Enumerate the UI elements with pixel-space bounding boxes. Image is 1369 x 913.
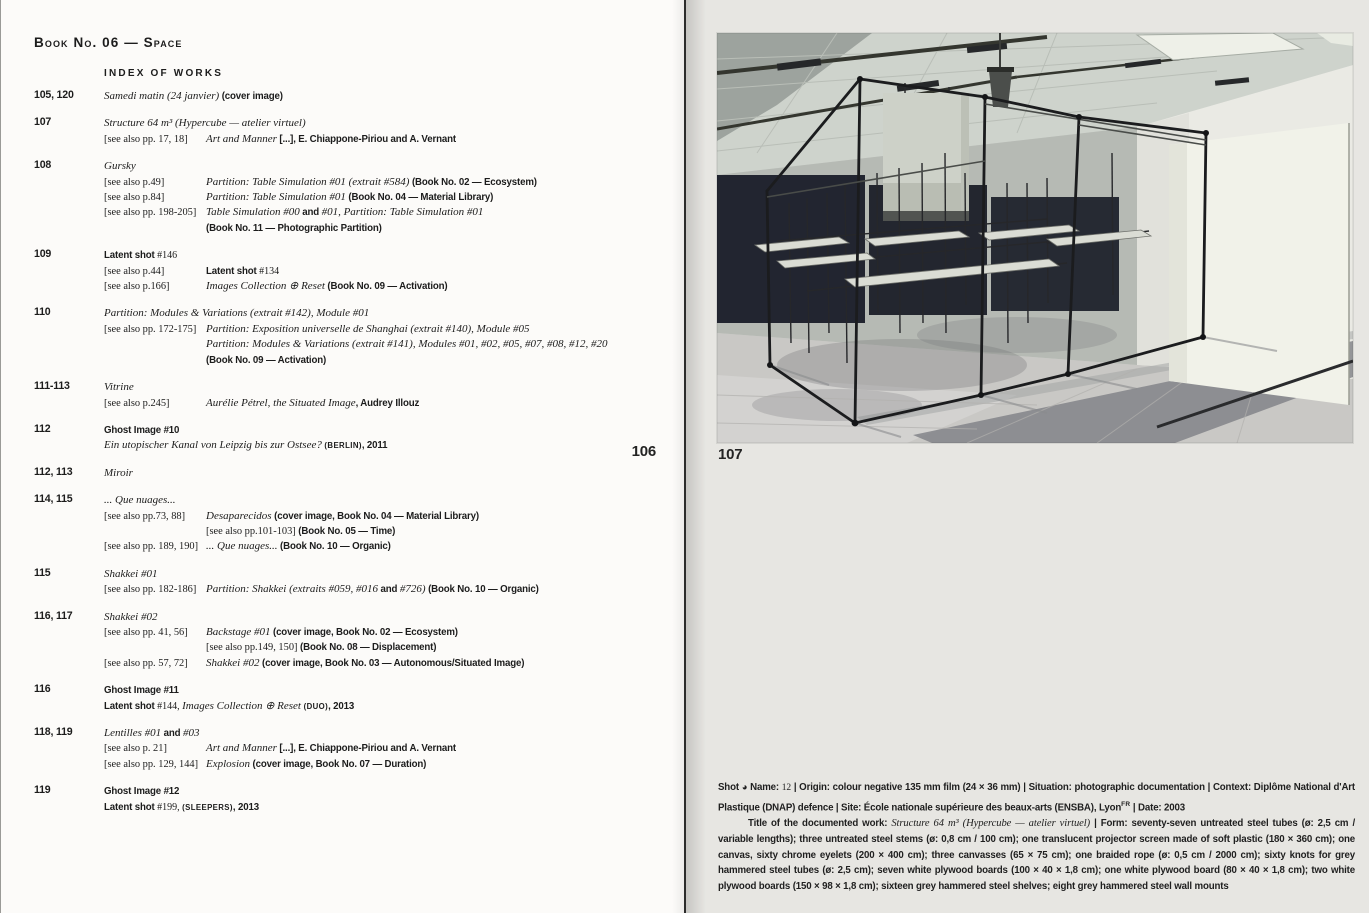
work-page-numbers: 114, 115 (34, 493, 73, 506)
text-segment: #03 (183, 727, 200, 739)
entry-line (104, 422, 674, 437)
entry-line (104, 465, 674, 480)
work-entry (104, 422, 674, 453)
entry-line (104, 508, 674, 523)
book-title: Book No. 06 — Space (34, 35, 183, 51)
entry-line (104, 437, 674, 452)
work-page-numbers: 105, 120 (34, 89, 74, 101)
see-also-reference: [see also p.49] (104, 176, 165, 188)
caption-paragraph (718, 780, 1355, 816)
work-page-numbers: 111-113 (34, 380, 70, 393)
text-segment: | Date: 2003 (1130, 802, 1185, 814)
work-entry (104, 379, 674, 410)
text-segment: Latent shot (104, 250, 158, 262)
installation-photo-drawing (717, 33, 1353, 443)
work-page-numbers: 115 (34, 566, 51, 579)
text-segment: Latent shot (206, 265, 260, 277)
entry-line (104, 655, 674, 670)
see-also-reference: [see also pp. 129, 144] (104, 758, 199, 770)
text-segment: (Book No. 09 — Activation) (324, 281, 448, 293)
entry-line (104, 783, 674, 798)
text-segment: [see also pp.101-103] (206, 525, 296, 537)
entry-line (104, 395, 674, 410)
entry-line (104, 131, 674, 146)
work-entry (104, 609, 674, 671)
see-also-reference: [see also pp. 172-175] (104, 323, 197, 335)
entry-line (104, 263, 674, 278)
entry-line (104, 725, 674, 740)
work-page-numbers: 110 (34, 306, 51, 319)
text-segment: and (299, 207, 322, 219)
text-segment: Images Collection ⊕ Reset (206, 280, 325, 293)
entry-line (104, 204, 674, 219)
text-segment: Shakkei #01 (104, 567, 158, 580)
entry-line (104, 115, 674, 130)
entry-line (104, 538, 674, 553)
text-segment: , 2011 (361, 440, 388, 452)
text-segment: (cover image, Book No. 07 — Duration) (250, 758, 427, 770)
leaning-canvas (1157, 123, 1353, 427)
text-segment: Ein utopischer Kanal von Leipzig bis zur Ostsee? (104, 439, 322, 452)
text-segment: Structure 64 m³ (Hypercube — atelier virtuel) (104, 117, 306, 130)
text-segment: Aurélie Pétrel, the Situated Image (206, 396, 356, 409)
work-page-numbers: 119 (34, 784, 51, 797)
text-segment: 12 (781, 783, 792, 793)
text-segment: Art and Manner (206, 132, 277, 145)
work-page-numbers: 118, 119 (34, 726, 73, 738)
caption-paragraph (718, 816, 1355, 895)
text-segment: Vitrine (104, 381, 134, 394)
index-row (34, 725, 674, 771)
text-segment: Title of the documented work: (748, 817, 892, 829)
text-segment: Partition: Modules & Variations (extrait #141), Modules #01, #02, #05, #07, #08, #12, #20 (206, 338, 608, 351)
index-row (34, 247, 674, 293)
work-entry (104, 566, 674, 597)
work-page-numbers: 108 (34, 159, 52, 172)
text-segment: (Book No. 05 — Time) (295, 525, 396, 537)
text-segment: Ghost Image #10 (104, 424, 180, 436)
text-segment: #134 (259, 265, 280, 277)
index-row (34, 566, 674, 597)
work-entry (104, 682, 674, 713)
text-segment: (cover image, Book No. 04 — Material Library) (271, 510, 479, 522)
left-page-number: 106 (631, 443, 656, 460)
text-segment: (BERLIN) (321, 441, 362, 451)
text-segment: | Origin: colour negative 135 mm film (24 × 36 mm) | Situation: photographic documentation | Context: Diplôme National d'Art Plastique (DNAP) defence | Site: École nationale supérieure des beaux-arts (ENSBA), Lyon (718, 782, 1355, 814)
see-also-reference: [see also p.84] (104, 192, 165, 204)
text-segment: ... Que nuages... (206, 540, 278, 553)
text-segment: , 2013 (232, 801, 259, 813)
entry-line (104, 624, 674, 639)
text-segment: Art and Manner (206, 742, 277, 755)
text-segment: Latent shot (104, 801, 158, 813)
index-row (34, 115, 674, 146)
text-segment: Table Simulation #00 (206, 206, 300, 219)
text-segment: Ghost Image #11 (104, 685, 179, 697)
work-entry (104, 88, 674, 103)
work-entry (104, 725, 674, 771)
text-segment: (Book No. 10 — Organic) (425, 584, 539, 596)
entry-line (104, 756, 674, 771)
text-segment: Samedi matin (24 janvier) (104, 90, 220, 102)
entry-line (104, 352, 674, 367)
text-segment: (cover image, Book No. 03 — Autonomous/Situated Image) (259, 657, 525, 669)
entry-line (104, 220, 674, 235)
see-also-reference: [see also pp. 198-205] (104, 207, 197, 219)
index-of-works-list (34, 88, 674, 826)
entry-line (104, 158, 674, 173)
work-page-numbers: 116 (34, 683, 51, 696)
work-page-numbers: 107 (34, 116, 52, 129)
see-also-reference: [see also p. 21] (104, 743, 167, 755)
text-segment: Gursky (104, 160, 136, 173)
text-segment: (Book No. 02 — Ecosystem) (409, 176, 537, 188)
entry-line (104, 698, 674, 713)
text-segment: Partition: Shakkei (extraits #059, #016 (206, 583, 378, 596)
installation-photo (717, 33, 1353, 443)
see-also-reference: [see also p.44] (104, 265, 165, 277)
text-segment: [see also pp.149, 150] (206, 642, 298, 654)
right-page-number: 107 (718, 446, 743, 463)
text-segment: and (161, 728, 183, 739)
plate-page (686, 0, 1369, 913)
text-segment: Explosion (206, 757, 250, 770)
work-entry (104, 783, 674, 814)
text-segment: Partition: Modules & Variations (extrait #142), Module #01 (104, 307, 370, 320)
index-row (34, 783, 674, 814)
index-row (34, 158, 674, 235)
entry-line (104, 174, 674, 189)
hanging-screen (883, 83, 969, 221)
text-segment: | Form: seventy-seven untreated steel tubes (ø: 2,5 cm / variable lengths); three untreated steel stems (ø: 0,8 cm / 100 cm); one translucent projector screen made of soft plastic (180 × 360 cm); one canvas, sixty chrome eyelets (200 × 400 cm); three canvasses (65 × 75 cm); one braided rope (ø: 0,5 cm / 2000 cm); sixty knots for grey hammered steel tubes (ø: 2,5 cm); seven white plywood boards (100 × 40 × 1,8 cm); one white plywood board (80 × 40 × 1,8 cm); two white plywood boards (150 × 98 × 1,8 cm); sixteen grey hammered steel shelves; eight grey hammered steel wall mounts (718, 817, 1355, 893)
entry-line (104, 682, 674, 697)
see-also-reference: [see also pp.73, 88] (104, 510, 186, 522)
text-segment: #144, (157, 700, 183, 712)
text-segment: Images Collection ⊕ Reset (182, 699, 301, 712)
index-row (34, 305, 674, 367)
see-also-reference: [see also pp. 189, 190] (104, 541, 199, 553)
work-entry (104, 492, 674, 554)
text-segment: Name: (747, 782, 782, 793)
text-segment: Partition: Table Simulation #01 (206, 191, 346, 204)
work-entry (104, 115, 674, 146)
see-also-reference: [see also pp. 17, 18] (104, 133, 188, 145)
see-also-reference: [see also pp. 41, 56] (104, 626, 188, 638)
entry-line (104, 379, 674, 394)
text-segment: Desaparecidos (206, 509, 272, 522)
entry-line (104, 566, 674, 581)
entry-line (104, 492, 674, 507)
index-row (34, 492, 674, 554)
entry-line (104, 799, 674, 814)
see-also-reference: [see also p.166] (104, 281, 170, 293)
text-segment: (DUO) (301, 701, 329, 711)
text-segment: (Book No. 04 — Material Library) (345, 192, 494, 204)
see-also-reference: [see also pp. 182-186] (104, 584, 197, 596)
entry-line (104, 523, 674, 538)
index-row (34, 422, 674, 453)
text-segment: Shakkei #02 (104, 610, 158, 623)
text-segment: (Book No. 08 — Displacement) (297, 642, 437, 654)
work-entry (104, 305, 674, 367)
entry-line (104, 639, 674, 654)
text-segment: , Audrey Illouz (355, 397, 420, 409)
index-row (34, 609, 674, 671)
text-segment: Backstage #01 (206, 625, 271, 638)
text-segment: and (378, 584, 400, 596)
index-row (34, 379, 674, 410)
entry-line (104, 609, 674, 624)
work-entry (104, 247, 674, 293)
text-segment: , 2013 (328, 700, 355, 712)
index-row (34, 88, 674, 103)
text-segment: (cover image) (219, 91, 283, 102)
text-segment: #146 (157, 250, 178, 262)
entry-line (104, 740, 674, 755)
entry-line (104, 336, 674, 351)
entry-line (104, 189, 674, 204)
text-segment: (Book No. 11 — Photographic Partition) (206, 222, 382, 234)
text-segment: (cover image, Book No. 02 — Ecosystem) (270, 626, 458, 638)
entry-line (104, 305, 674, 320)
index-row (34, 682, 674, 713)
work-page-numbers: 109 (34, 248, 52, 261)
text-segment: Structure 64 m³ (Hypercube — atelier virtuel) (891, 817, 1091, 829)
text-segment: (Book No. 10 — Organic) (277, 541, 391, 553)
text-segment: #01, Partition: Table Simulation #01 (321, 206, 484, 219)
text-segment: [...], E. Chiappone-Piriou and A. Vernant (276, 743, 456, 755)
entry-line (104, 581, 674, 596)
text-segment: #199, (157, 801, 183, 813)
text-segment: Lentilles #01 (104, 727, 162, 739)
text-segment: [...], E. Chiappone-Piriou and A. Vernant (276, 133, 456, 145)
text-segment: Partition: Table Simulation #01 (extrait #584) (206, 175, 410, 188)
text-segment: (Book No. 09 — Activation) (206, 354, 327, 366)
work-page-numbers: 112 (34, 422, 51, 435)
text-segment: Miroir (104, 466, 133, 479)
entry-line (104, 321, 674, 336)
text-segment: ... Que nuages... (104, 494, 176, 507)
work-entry (104, 465, 674, 480)
text-segment: (SLEEPERS) (182, 802, 233, 812)
see-also-reference: [see also pp. 57, 72] (104, 657, 188, 669)
text-segment: Shot (718, 782, 742, 793)
work-page-numbers: 112, 113 (34, 465, 73, 478)
text-segment: Partition: Exposition universelle de Shanghai (extrait #140), Module #05 (206, 322, 530, 335)
entry-line (104, 278, 674, 293)
text-segment: FR (1121, 800, 1131, 808)
see-also-reference: [see also p.245] (104, 397, 170, 409)
text-segment: #726) (399, 583, 426, 596)
index-row (34, 465, 674, 480)
text-segment: Ghost Image #12 (104, 786, 180, 798)
text-segment: Latent shot (104, 700, 158, 712)
entry-line (104, 247, 674, 262)
text-segment: Shakkei #02 (206, 656, 260, 669)
work-page-numbers: 116, 117 (34, 609, 73, 622)
photo-caption (718, 780, 1355, 895)
entry-line (104, 88, 674, 103)
index-heading: INDEX OF WORKS (104, 68, 224, 80)
shot-aperture-icon: ◕ (741, 782, 748, 793)
work-entry (104, 158, 674, 235)
